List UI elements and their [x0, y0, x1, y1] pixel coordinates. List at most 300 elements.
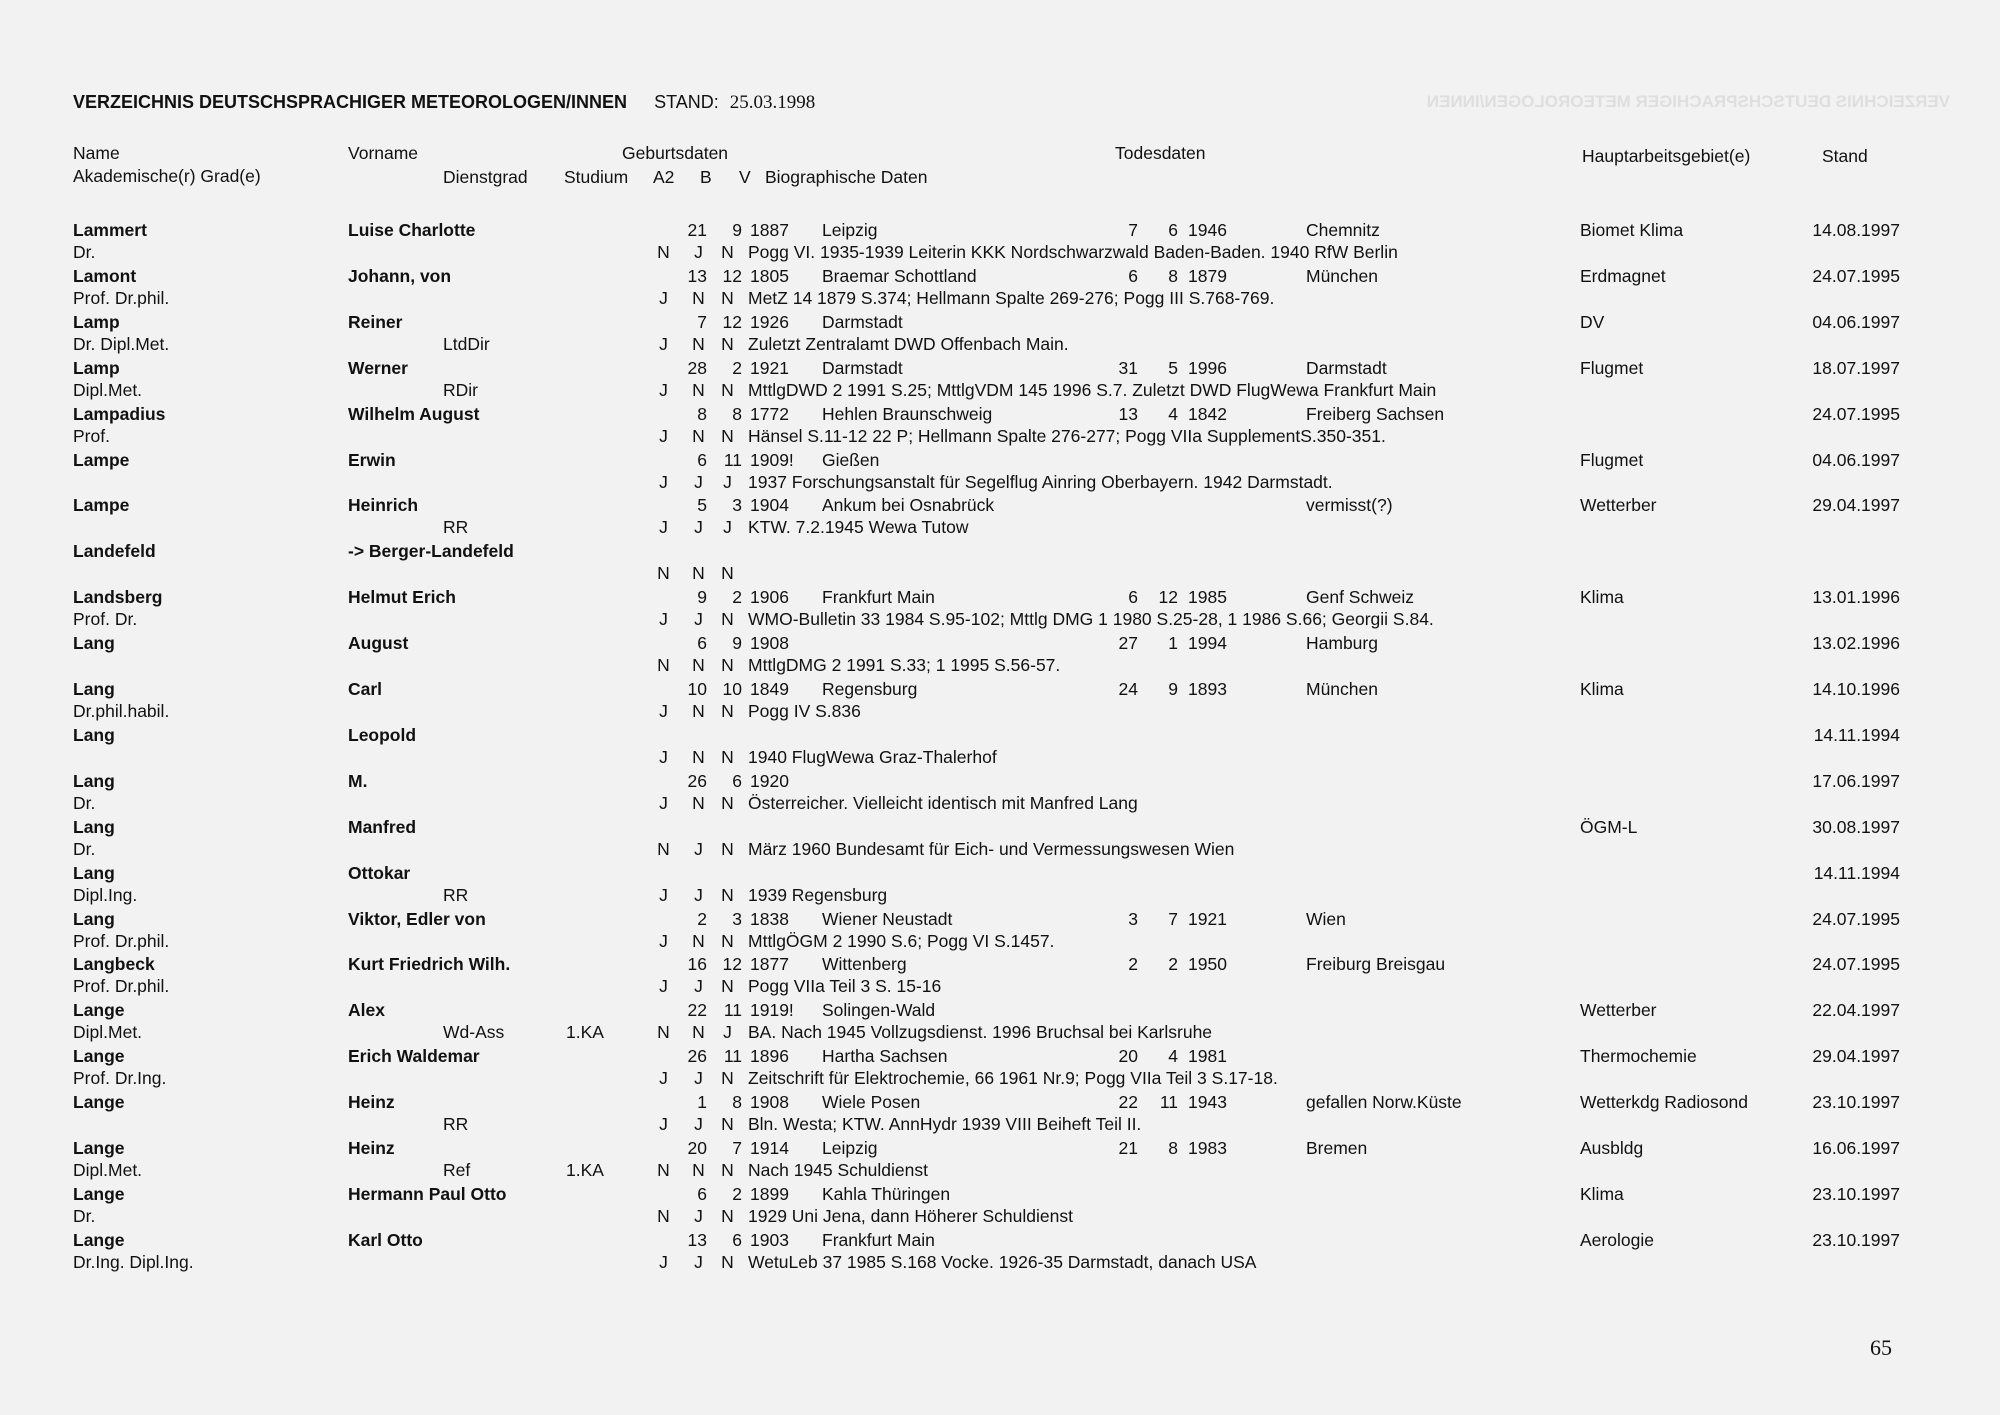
entry-hauptarbeitsgebiet: Ausbldg — [1580, 1138, 1644, 1158]
entry-death-year: 1950 — [1188, 954, 1227, 975]
entry-birth-day: 13 — [687, 265, 707, 286]
entry-vorname: -> Berger-Landefeld — [348, 541, 514, 562]
entry-death-year: 1985 — [1188, 587, 1227, 608]
entry-birth-year: 1772 — [750, 403, 789, 424]
entry-vorname: Heinz — [348, 1092, 395, 1113]
entry-titel: Prof. Dr.phil. — [73, 976, 170, 997]
entry-bio: MttlgDWD 2 1991 S.25; MttlgVDM 145 1996 S.7. Zuletzt DWD FlugWewa Frankfurt Main — [748, 379, 1437, 400]
entry-name: Lampadius — [73, 403, 166, 424]
entry-hauptarbeitsgebiet: Klima — [1580, 1183, 1624, 1204]
entry-death-month: 12 — [1158, 587, 1178, 608]
entry-birth-month: 12 — [722, 954, 742, 975]
entry-birth-year: 1908 — [750, 1092, 789, 1113]
entry-vorname: Heinrich — [348, 495, 419, 516]
entry-stand: 04.06.1997 — [1812, 449, 1900, 470]
table-row — [0, 1000, 2000, 1046]
col-akademischer-grad: Akademische(r) Grad(e) — [73, 166, 261, 186]
table-row — [0, 404, 2000, 450]
entry-a2: J — [659, 701, 668, 721]
entry-hauptarbeitsgebiet: Flugmet — [1580, 357, 1644, 378]
entry-b: N — [692, 287, 705, 308]
entry-birth-year: 1887 — [750, 220, 789, 240]
entry-stand: 24.07.1995 — [1812, 908, 1900, 929]
entry-death-place: Freiberg Sachsen — [1306, 403, 1445, 424]
entry-bio: KTW. 7.2.1945 Wewa Tutow — [748, 517, 969, 538]
entry-birth-place: Frankfurt Main — [822, 587, 935, 608]
col-v: V — [739, 167, 751, 187]
entry-vorname: Manfred — [348, 816, 417, 837]
entry-vorname: Erich Waldemar — [348, 1046, 480, 1067]
entry-name: Landefeld — [73, 541, 156, 562]
entry-birth-place: Darmstadt — [822, 357, 903, 378]
entry-v: J — [723, 1022, 732, 1043]
entry-death-place: Hamburg — [1306, 633, 1378, 654]
entry-a2: J — [659, 287, 668, 308]
entry-death-year: 1983 — [1188, 1138, 1227, 1158]
entry-stand: 23.10.1997 — [1812, 1092, 1900, 1113]
entry-name: Lang — [73, 862, 115, 883]
entry-birth-day: 28 — [687, 357, 707, 378]
entry-death-year: 1994 — [1188, 633, 1227, 654]
entry-vorname: Ottokar — [348, 862, 411, 883]
entry-birth-place: Gießen — [822, 449, 880, 470]
entry-birth-place: Leipzig — [822, 1138, 878, 1158]
entry-birth-month: 9 — [732, 220, 742, 240]
entry-birth-month: 3 — [732, 908, 742, 929]
entry-birth-day: 2 — [697, 908, 707, 929]
entry-dienstgrad: LtdDir — [443, 333, 490, 354]
entry-v: J — [723, 471, 732, 492]
entry-birth-year: 1899 — [750, 1183, 789, 1204]
table-row — [0, 495, 2000, 541]
entry-death-year: 1996 — [1188, 357, 1227, 378]
entry-birth-month: 8 — [732, 1092, 742, 1113]
entry-stand: 24.07.1995 — [1812, 265, 1900, 286]
entry-birth-month: 2 — [732, 357, 742, 378]
entry-birth-month: 11 — [723, 1000, 742, 1021]
entry-stand: 13.02.1996 — [1812, 633, 1900, 654]
table-row — [0, 909, 2000, 955]
table-row — [0, 1092, 2000, 1138]
entry-stand: 30.08.1997 — [1812, 816, 1900, 837]
entry-b: J — [694, 1205, 703, 1226]
entry-name: Lang — [73, 724, 115, 745]
entry-birth-day: 20 — [687, 1138, 707, 1158]
entry-b: J — [694, 609, 703, 630]
entry-bio: Bln. Westa; KTW. AnnHydr 1939 VIII Beiheft Teil II. — [748, 1114, 1142, 1135]
entry-v: N — [721, 976, 734, 997]
entry-vorname: Reiner — [348, 311, 403, 332]
table-row — [0, 587, 2000, 633]
entry-titel: Prof. — [73, 425, 110, 446]
entry-hauptarbeitsgebiet: Wetterber — [1580, 495, 1657, 516]
col-b: B — [700, 167, 712, 187]
entry-a2: J — [659, 379, 668, 400]
entry-name: Landsberg — [73, 587, 163, 608]
entry-death-month: 7 — [1168, 908, 1178, 929]
entry-vorname: Erwin — [348, 449, 396, 470]
entry-name: Lange — [73, 1092, 125, 1113]
entry-birth-day: 6 — [697, 633, 707, 654]
entry-a2: N — [657, 1022, 670, 1043]
table-row — [0, 1046, 2000, 1092]
entry-death-place: gefallen Norw.Küste — [1306, 1092, 1462, 1113]
entry-death-place: Chemnitz — [1306, 220, 1380, 240]
entry-vorname: Johann, von — [348, 265, 452, 286]
entry-v: N — [721, 609, 734, 630]
entry-name: Lange — [73, 1000, 125, 1021]
entry-a2: J — [659, 1251, 668, 1272]
entry-v: N — [721, 930, 734, 951]
entry-death-place: vermisst(?) — [1306, 495, 1393, 516]
table-row — [0, 771, 2000, 817]
entry-v: N — [721, 655, 734, 676]
entry-death-day: 2 — [1128, 954, 1138, 975]
entry-bio: Pogg VIIa Teil 3 S. 15-16 — [748, 976, 942, 997]
entry-birth-year: 1896 — [750, 1046, 789, 1067]
entry-death-year: 1879 — [1188, 265, 1227, 286]
entry-death-month: 8 — [1168, 1138, 1178, 1158]
entry-name: Lammert — [73, 220, 147, 240]
entry-b: N — [692, 1160, 705, 1180]
entry-studium: 1.KA — [566, 1022, 604, 1043]
entry-birth-year: 1877 — [750, 954, 789, 975]
entry-birth-place: Wiele Posen — [822, 1092, 921, 1113]
entry-birth-month: 3 — [732, 495, 742, 516]
entry-hauptarbeitsgebiet: Wetterber — [1580, 1000, 1657, 1021]
entry-death-day: 3 — [1128, 908, 1138, 929]
entry-birth-place: Leipzig — [822, 220, 878, 240]
entry-stand: 24.07.1995 — [1812, 403, 1900, 424]
entry-birth-place: Frankfurt Main — [822, 1229, 935, 1250]
entry-birth-place: Solingen-Wald — [822, 1000, 936, 1021]
entry-v: N — [721, 563, 734, 584]
entry-v: N — [721, 792, 734, 813]
entry-bio: MttlgÖGM 2 1990 S.6; Pogg VI S.1457. — [748, 930, 1055, 951]
entry-bio: Zuletzt Zentralamt DWD Offenbach Main. — [748, 333, 1069, 354]
entry-b: N — [692, 746, 705, 767]
entry-b: N — [692, 655, 705, 676]
entry-birth-day: 16 — [687, 954, 707, 975]
entry-birth-month: 12 — [722, 311, 742, 332]
entry-birth-place: Wiener Neustadt — [822, 908, 953, 929]
entry-birth-month: 11 — [723, 449, 742, 470]
entry-birth-year: 1909! — [750, 449, 794, 470]
entry-titel: Dr.phil.habil. — [73, 701, 170, 721]
entry-birth-day: 6 — [697, 449, 707, 470]
entry-a2: N — [657, 242, 670, 262]
entry-death-day: 21 — [1118, 1138, 1138, 1158]
entry-titel: Dipl.Ing. — [73, 884, 138, 905]
entry-name: Lange — [73, 1183, 125, 1204]
entry-vorname: Werner — [348, 357, 408, 378]
entry-death-day: 13 — [1118, 403, 1138, 424]
entry-bio: Nach 1945 Schuldienst — [748, 1160, 928, 1180]
entry-hauptarbeitsgebiet: DV — [1580, 311, 1605, 332]
entry-bio: 1940 FlugWewa Graz-Thalerhof — [748, 746, 997, 767]
entry-dienstgrad: RDir — [443, 379, 478, 400]
entry-bio: Hänsel S.11-12 22 P; Hellmann Spalte 276-277; Pogg VIIa SupplementS.350-351. — [748, 425, 1386, 446]
entry-a2: J — [659, 517, 668, 538]
entry-titel: Dr. — [73, 792, 96, 813]
entry-hauptarbeitsgebiet: Flugmet — [1580, 449, 1644, 470]
entry-stand: 22.04.1997 — [1812, 1000, 1900, 1021]
entry-birth-place: Wittenberg — [822, 954, 907, 975]
entry-birth-place: Kahla Thüringen — [822, 1183, 951, 1204]
entry-v: N — [721, 1205, 734, 1226]
entry-v: N — [721, 838, 734, 859]
entry-a2: J — [659, 1114, 668, 1135]
entry-name: Lamont — [73, 265, 137, 286]
entry-titel: Dipl.Met. — [73, 1022, 143, 1043]
entry-hauptarbeitsgebiet: Erdmagnet — [1580, 265, 1666, 286]
entry-b: N — [692, 563, 705, 584]
entry-death-month: 11 — [1159, 1092, 1178, 1113]
entry-death-day: 6 — [1128, 265, 1138, 286]
entry-b: J — [694, 884, 703, 905]
entry-v: N — [721, 1251, 734, 1272]
entry-titel: Dipl.Met. — [73, 1160, 143, 1180]
entry-hauptarbeitsgebiet: ÖGM-L — [1580, 816, 1638, 837]
entry-birth-month: 11 — [723, 1046, 742, 1067]
entry-bio: MetZ 14 1879 S.374; Hellmann Spalte 269-276; Pogg III S.768-769. — [748, 287, 1275, 308]
entry-bio: Pogg VI. 1935-1939 Leiterin KKK Nordschwarzwald Baden-Baden. 1940 RfW Berlin — [748, 242, 1398, 262]
entry-stand: 23.10.1997 — [1812, 1229, 1900, 1250]
entry-birth-month: 6 — [732, 770, 742, 791]
entry-titel: Prof. Dr.phil. — [73, 287, 170, 308]
entry-dienstgrad: RR — [443, 517, 469, 538]
table-row — [0, 633, 2000, 679]
entry-dienstgrad: Wd-Ass — [443, 1022, 505, 1043]
entry-death-day: 31 — [1118, 357, 1138, 378]
entry-death-day: 6 — [1128, 587, 1138, 608]
entry-name: Lang — [73, 633, 115, 654]
entry-death-place: Freiburg Breisgau — [1306, 954, 1446, 975]
entry-vorname: Kurt Friedrich Wilh. — [348, 954, 511, 975]
entry-birth-day: 13 — [687, 1229, 707, 1250]
entry-a2: N — [657, 655, 670, 676]
entry-vorname: Wilhelm August — [348, 403, 480, 424]
entry-v: N — [721, 287, 734, 308]
entry-titel: Prof. Dr. — [73, 609, 138, 630]
col-studium: Studium — [564, 167, 629, 187]
entry-stand: 16.06.1997 — [1812, 1138, 1900, 1158]
entry-hauptarbeitsgebiet: Thermochemie — [1580, 1046, 1697, 1067]
col-stand: Stand — [1822, 146, 1868, 166]
entry-b: J — [694, 976, 703, 997]
entry-a2: N — [657, 563, 670, 584]
entry-hauptarbeitsgebiet: Biomet Klima — [1580, 220, 1684, 240]
entry-titel: Dr. — [73, 838, 96, 859]
entry-a2: J — [659, 792, 668, 813]
entry-v: N — [721, 242, 734, 262]
entry-name: Lamp — [73, 357, 120, 378]
col-todesdaten: Todesdaten — [1115, 143, 1206, 163]
table-row — [0, 817, 2000, 863]
entry-birth-day: 7 — [697, 311, 707, 332]
entry-vorname: Alex — [348, 1000, 385, 1021]
entry-stand: 29.04.1997 — [1812, 1046, 1900, 1067]
entry-titel: Dipl.Met. — [73, 379, 143, 400]
entry-birth-place: Braemar Schottland — [822, 265, 977, 286]
entry-birth-year: 1921 — [750, 357, 789, 378]
entry-death-month: 5 — [1168, 357, 1178, 378]
entry-v: N — [721, 746, 734, 767]
entry-name: Lang — [73, 908, 115, 929]
entry-death-year: 1946 — [1188, 220, 1227, 240]
entry-name: Lange — [73, 1046, 125, 1067]
table-row — [0, 1230, 2000, 1276]
entry-bio: Österreicher. Vielleicht identisch mit Manfred Lang — [748, 792, 1138, 813]
entry-birth-month: 2 — [732, 587, 742, 608]
entry-hauptarbeitsgebiet: Klima — [1580, 587, 1624, 608]
col-hauptarbeitsgebiet: Hauptarbeitsgebiet(e) — [1582, 146, 1751, 166]
entry-death-year: 1893 — [1188, 679, 1227, 699]
entry-death-day: 24 — [1118, 679, 1138, 699]
entry-hauptarbeitsgebiet: Klima — [1580, 679, 1624, 699]
entry-birth-day: 8 — [697, 403, 707, 424]
entry-birth-month: 2 — [732, 1183, 742, 1204]
entry-birth-day: 10 — [687, 679, 707, 699]
entry-birth-day: 6 — [697, 1183, 707, 1204]
entry-name: Lamp — [73, 311, 120, 332]
entry-birth-place: Hartha Sachsen — [822, 1046, 948, 1067]
entry-b: N — [692, 701, 705, 721]
entry-b: N — [692, 379, 705, 400]
entry-bio: MttlgDMG 2 1991 S.33; 1 1995 S.56-57. — [748, 655, 1061, 676]
entry-vorname: Leopold — [348, 724, 417, 745]
entry-name: Lange — [73, 1229, 125, 1250]
table-row — [0, 679, 2000, 725]
entry-titel: Dr. Dipl.Met. — [73, 333, 170, 354]
entry-birth-year: 1919! — [750, 1000, 794, 1021]
entry-a2: J — [659, 425, 668, 446]
entry-birth-place: Darmstadt — [822, 311, 903, 332]
entry-stand: 18.07.1997 — [1812, 357, 1900, 378]
entry-death-place: Wien — [1306, 908, 1346, 929]
entry-a2: J — [659, 471, 668, 492]
entry-birth-day: 26 — [687, 1046, 707, 1067]
entry-b: J — [694, 1068, 703, 1089]
entry-a2: J — [659, 333, 668, 354]
entry-v: N — [721, 701, 734, 721]
entry-death-month: 2 — [1168, 954, 1178, 975]
table-row — [0, 954, 2000, 1000]
entry-v: N — [721, 379, 734, 400]
entry-a2: J — [659, 930, 668, 951]
table-row — [0, 541, 2000, 587]
entry-birth-month: 10 — [722, 679, 742, 699]
entry-b: J — [694, 471, 703, 492]
entry-v: J — [723, 517, 732, 538]
entry-a2: J — [659, 746, 668, 767]
table-row — [0, 266, 2000, 312]
table-row — [0, 863, 2000, 909]
entry-vorname: Luise Charlotte — [348, 220, 476, 240]
entry-b: J — [694, 242, 703, 262]
entry-bio: Pogg IV S.836 — [748, 701, 861, 721]
entry-b: J — [694, 838, 703, 859]
entry-name: Lampe — [73, 449, 130, 470]
entry-a2: J — [659, 1068, 668, 1089]
entry-a2: N — [657, 1160, 670, 1180]
entry-death-place: Bremen — [1306, 1138, 1368, 1158]
entry-birth-day: 5 — [697, 495, 707, 516]
col-name: Name — [73, 143, 120, 163]
entry-birth-place: Regensburg — [822, 679, 918, 699]
entry-v: N — [721, 333, 734, 354]
table-row — [0, 220, 2000, 266]
entry-b: J — [694, 1114, 703, 1135]
entry-a2: J — [659, 884, 668, 905]
col-dienstgrad: Dienstgrad — [443, 167, 528, 187]
entry-vorname: Hermann Paul Otto — [348, 1183, 507, 1204]
entry-death-day: 7 — [1128, 220, 1138, 240]
entry-bio: BA. Nach 1945 Vollzugsdienst. 1996 Bruchsal bei Karlsruhe — [748, 1022, 1213, 1043]
entry-titel: Dr.Ing. Dipl.Ing. — [73, 1251, 194, 1272]
entry-titel: Prof. Dr.Ing. — [73, 1068, 167, 1089]
page-number: 65 — [1870, 1335, 1892, 1360]
entry-vorname: Helmut Erich — [348, 587, 456, 608]
entry-birth-month: 9 — [732, 633, 742, 654]
entry-name: Langbeck — [73, 954, 155, 975]
entry-name: Lampe — [73, 495, 130, 516]
table-row — [0, 312, 2000, 358]
col-geburtsdaten: Geburtsdaten — [622, 143, 729, 163]
entry-death-year: 1842 — [1188, 403, 1227, 424]
table-row — [0, 1138, 2000, 1184]
entry-death-month: 9 — [1168, 679, 1178, 699]
entry-hauptarbeitsgebiet: Aerologie — [1580, 1229, 1654, 1250]
entry-bio: 1929 Uni Jena, dann Höherer Schuldienst — [748, 1205, 1073, 1226]
entry-death-year: 1981 — [1188, 1046, 1227, 1067]
entry-death-day: 27 — [1118, 633, 1138, 654]
entry-bio: März 1960 Bundesamt für Eich- und Vermessungswesen Wien — [748, 838, 1235, 859]
entry-birth-day: 22 — [687, 1000, 707, 1021]
entry-name: Lang — [73, 816, 115, 837]
entry-death-year: 1943 — [1188, 1092, 1227, 1113]
document-title: VERZEICHNIS DEUTSCHSPRACHIGER METEOROLOGEN/INNEN — [73, 92, 628, 112]
entry-birth-year: 1903 — [750, 1229, 789, 1250]
entry-birth-year: 1906 — [750, 587, 789, 608]
entry-birth-year: 1908 — [750, 633, 789, 654]
entry-vorname: August — [348, 633, 409, 654]
entry-dienstgrad: Ref — [443, 1160, 471, 1180]
entry-birth-day: 9 — [697, 587, 707, 608]
entry-b: J — [694, 517, 703, 538]
entry-bio: WMO-Bulletin 33 1984 S.95-102; Mttlg DMG 1 1980 S.25-28, 1 1986 S.66; Georgii S.84. — [748, 609, 1434, 630]
entry-birth-month: 8 — [732, 403, 742, 424]
entry-b: N — [692, 930, 705, 951]
col-biographische-daten: Biographische Daten — [765, 167, 928, 187]
entry-stand: 14.11.1994 — [1813, 862, 1900, 883]
entry-bio: WetuLeb 37 1985 S.168 Vocke. 1926-35 Darmstadt, danach USA — [748, 1251, 1257, 1272]
entry-dienstgrad: RR — [443, 884, 469, 905]
entry-name: Lang — [73, 770, 115, 791]
entry-death-place: Darmstadt — [1306, 357, 1387, 378]
entry-stand: 29.04.1997 — [1812, 495, 1900, 516]
page-heading — [73, 92, 815, 114]
entry-death-month: 1 — [1168, 633, 1178, 654]
entry-titel: Dr. — [73, 1205, 96, 1226]
show-through-ghost: VERZEICHNIS DEUTSCHSPRACHIGER METEOROLOGEN/INNEN — [1426, 92, 1950, 111]
entry-birth-day: 21 — [687, 220, 707, 240]
entry-b: N — [692, 792, 705, 813]
entry-titel: Prof. Dr.phil. — [73, 930, 170, 951]
entry-birth-place: Ankum bei Osnabrück — [822, 495, 995, 516]
entry-studium: 1.KA — [566, 1160, 604, 1180]
entry-birth-month: 6 — [732, 1229, 742, 1250]
